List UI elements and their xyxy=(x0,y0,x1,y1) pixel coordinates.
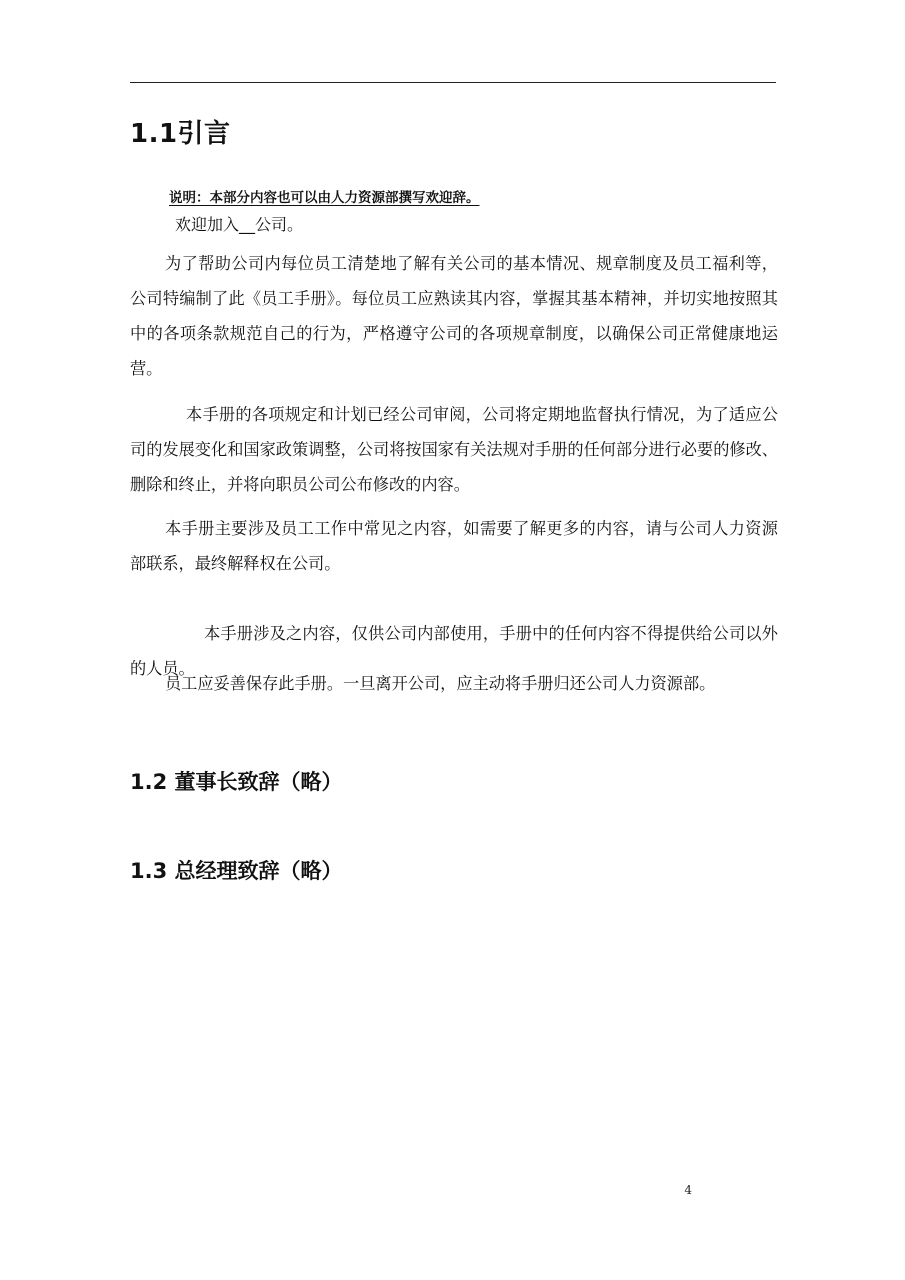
intro-paragraph: 员工应妥善保存此手册。一旦离开公司，应主动将手册归还公司人力资源部。 xyxy=(165,674,716,693)
intro-paragraph: 为了帮助公司内每位员工清楚地了解有关公司的基本情况、规章制度及员工福利等，公司特编制了此《员工手册》。每位员工应熟读其内容，掌握其基本精神，并切实地按照其中的各项条款规范自己的行为，严格遵守公司的各项规章制度，以确保公司正常健康地运营。 xyxy=(130,254,778,378)
welcome-line: 欢迎加入__公司。 xyxy=(175,215,304,234)
intro-paragraph: 本手册主要涉及员工工作中常见之内容，如需要了解更多的内容，请与公司人力资源部联系，最终解释权在公司。 xyxy=(130,519,778,573)
intro-paragraph: 本手册涉及之内容，仅供公司内部使用，手册中的任何内容不得提供给公司以外的人员。 xyxy=(130,624,778,678)
editor-note: 说明：本部分内容也可以由人力资源部撰写欢迎辞。 xyxy=(169,190,480,206)
page-number: 4 xyxy=(684,1183,692,1197)
intro-paragraph: 本手册的各项规定和计划已经公司审阅，公司将定期地监督执行情况，为了适应公司的发展变化和国家政策调整，公司将按国家有关法规对手册的任何部分进行必要的修改、删除和终止，并将向职员公司公布修改的内容。 xyxy=(130,405,778,494)
header-rule xyxy=(130,82,776,83)
section-heading-chairman: 1.2 董事长致辞（略） xyxy=(130,770,343,794)
section-heading-intro: 1.1引言 xyxy=(130,119,231,149)
section-heading-general-manager: 1.3 总经理致辞（略） xyxy=(130,859,343,883)
